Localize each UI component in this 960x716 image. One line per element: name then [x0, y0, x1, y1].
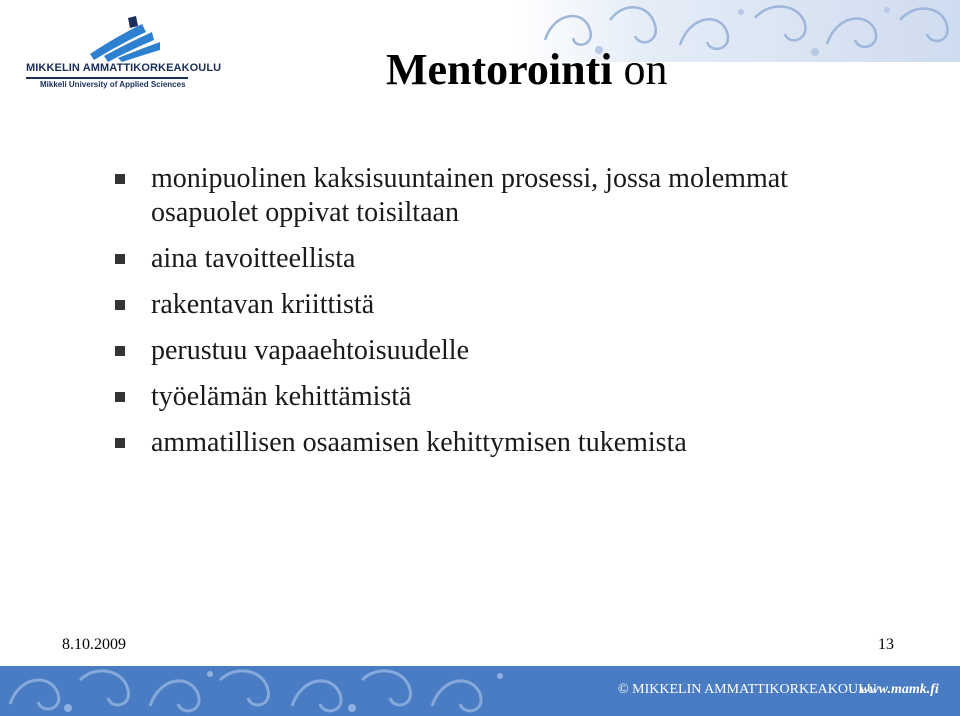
square-bullet-icon — [115, 346, 125, 356]
square-bullet-icon — [115, 174, 125, 184]
bullet-item — [112, 288, 892, 322]
bullet-text: aina tavoitteellista — [151, 243, 356, 274]
slide-title-bold: Mentorointi — [386, 45, 613, 94]
footer-url: www.mamk.fi — [860, 682, 939, 697]
footer-copyright: © MIKKELIN AMMATTIKORKEAKOULU — [618, 682, 877, 697]
bullet-item — [112, 426, 892, 460]
bullet-list — [112, 162, 892, 472]
bullet-item — [112, 380, 892, 414]
bullet-item — [112, 242, 892, 276]
decorative-swirl-bottom — [0, 666, 560, 716]
slide-title — [386, 46, 668, 94]
square-bullet-icon — [115, 392, 125, 402]
slide-title-rest: on — [612, 45, 668, 94]
logo — [22, 16, 222, 96]
footer-band — [0, 666, 960, 716]
bullet-text: monipuolinen kaksisuuntainen prosessi, jossa molemmat osapuolet oppivat toisiltaan — [151, 163, 788, 228]
square-bullet-icon — [115, 300, 125, 310]
logo-rule — [26, 77, 188, 79]
page-number: 13 — [878, 636, 894, 653]
bullet-text: perustuu vapaaehtoisuudelle — [151, 335, 470, 366]
bullet-item — [112, 162, 892, 230]
bullet-text: ammatillisen osaamisen kehittymisen tukemista — [151, 427, 687, 458]
logo-mark-icon — [84, 16, 164, 62]
footer-date: 8.10.2009 — [62, 636, 126, 653]
bullet-item — [112, 334, 892, 368]
logo-name: MIKKELIN AMMATTIKORKEAKOULU — [26, 62, 222, 74]
bullet-text: työelämän kehittämistä — [151, 381, 412, 412]
square-bullet-icon — [115, 254, 125, 264]
bullet-text: rakentavan kriittistä — [151, 289, 375, 320]
logo-subtitle: Mikkeli University of Applied Sciences — [40, 80, 186, 89]
square-bullet-icon — [115, 438, 125, 448]
